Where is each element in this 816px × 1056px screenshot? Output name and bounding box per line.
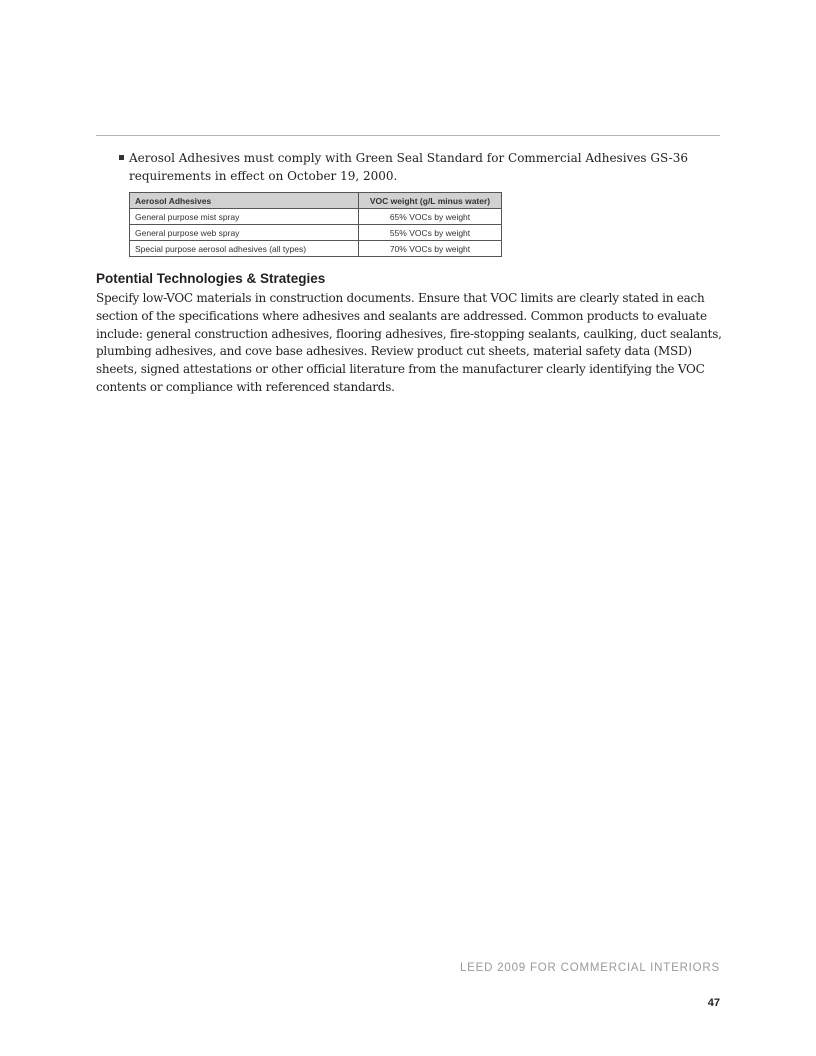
table-row [130, 241, 502, 257]
page-number: 47 [707, 997, 720, 1009]
table-cell-adhesive: General purpose web spray [130, 225, 359, 241]
bullet-text: Aerosol Adhesives must comply with Green Seal Standard for Commercial Adhesives GS-36 requirements in effect on October 19, 2000. [129, 151, 688, 183]
table-cell-adhesive: Special purpose aerosol adhesives (all types) [130, 241, 359, 257]
voc-limits-table [129, 192, 502, 257]
body-paragraph: Specify low-VOC materials in construction documents. Ensure that VOC limits are clearly stated in each section of the specifications where adhesives and sealants are addressed. Common products to evaluate include: general construction adhesives, flooring adhesives, fire-stopping sealants, caulking, duct sealants, plumbing adhesives, and cove base adhesives. Review product cut sheets, material safety data (MSD) sheets, signed attestations or other official literature from the manufacturer clearly identifying the VOC contents or compliance with referenced standards. [96, 291, 722, 394]
column-header-voc-weight: VOC weight (g/L minus water) [359, 193, 502, 209]
table-header-row [130, 193, 502, 209]
table-row [130, 225, 502, 241]
column-header-adhesive: Aerosol Adhesives [130, 193, 359, 209]
square-bullet-icon [119, 155, 124, 160]
table-cell-adhesive: General purpose mist spray [130, 209, 359, 225]
table-cell-voc: 55% VOCs by weight [359, 225, 502, 241]
table-cell-voc: 65% VOCs by weight [359, 209, 502, 225]
bullet-item [115, 149, 715, 185]
section-heading: Potential Technologies & Strategies [96, 271, 326, 286]
table-cell-voc: 70% VOCs by weight [359, 241, 502, 257]
footer-title: LEED 2009 FOR COMMERCIAL INTERIORS [459, 962, 720, 974]
table-row [130, 209, 502, 225]
header-divider [96, 135, 720, 136]
